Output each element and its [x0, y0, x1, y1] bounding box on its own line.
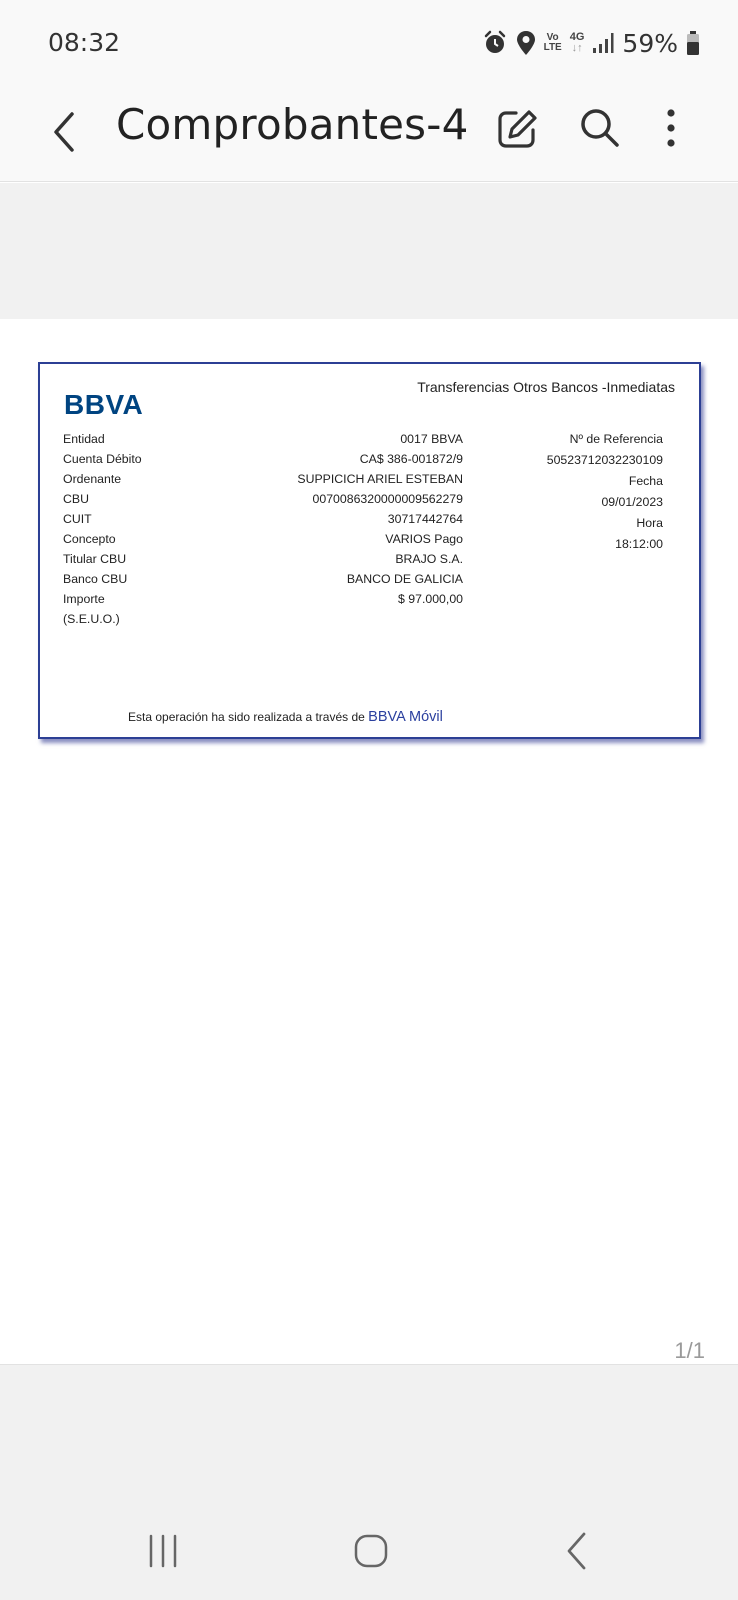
- receipt-row: [63, 452, 463, 472]
- row-value: BANCO DE GALICIA: [346, 572, 463, 586]
- reference-label: Nº de Referencia: [569, 432, 663, 446]
- search-button[interactable]: [578, 106, 622, 150]
- row-label: Concepto: [63, 532, 116, 546]
- receipt-row: [63, 532, 463, 552]
- receipt-document: [38, 362, 701, 739]
- home-icon: [354, 1533, 388, 1569]
- receipt-row: [63, 512, 463, 532]
- back-chevron-icon: [44, 104, 84, 160]
- row-label: Importe: [63, 592, 105, 606]
- row-label: CBU: [63, 492, 89, 506]
- page-indicator: 1/1: [674, 1338, 705, 1363]
- viewer-top-band: [0, 183, 738, 319]
- battery-icon: [686, 30, 700, 56]
- alarm-icon: [482, 30, 508, 56]
- network-arrows-text: ↓↑: [571, 42, 583, 54]
- row-value: CA$ 386-001872/9: [359, 452, 463, 466]
- receipt-row: [63, 552, 463, 572]
- row-value: 0017 BBVA: [400, 432, 463, 446]
- location-icon: [516, 30, 536, 56]
- row-value: $ 97.000,00: [398, 592, 463, 606]
- receipt-title: Transferencias Otros Bancos -Inmediatas: [417, 379, 675, 395]
- date-label: Fecha: [628, 474, 663, 488]
- receipt-rows: [63, 432, 463, 632]
- row-label: (S.E.U.O.): [63, 612, 120, 626]
- app-bar: [0, 86, 738, 182]
- receipt-row: [63, 612, 463, 632]
- row-label: Titular CBU: [63, 552, 127, 566]
- receipt-row: [63, 492, 463, 512]
- back-button[interactable]: [44, 104, 84, 160]
- volte-icon: [544, 33, 562, 53]
- more-options-button[interactable]: [656, 106, 686, 152]
- battery-percent: 59%: [622, 28, 678, 58]
- row-label: Cuenta Débito: [63, 452, 142, 466]
- recent-apps-icon: [146, 1533, 180, 1569]
- row-label: Banco CBU: [63, 572, 128, 586]
- edit-icon: [496, 108, 538, 150]
- row-value: BRAJO S.A.: [395, 552, 463, 566]
- receipt-row: [63, 472, 463, 492]
- row-label: Ordenante: [63, 472, 122, 486]
- footer-text: Esta operación ha sido realizada a través de: [128, 710, 365, 724]
- search-icon: [578, 106, 622, 150]
- edit-button[interactable]: [496, 108, 538, 150]
- back-icon: [564, 1530, 590, 1572]
- recent-apps-button[interactable]: [146, 1533, 180, 1569]
- row-value: VARIOS Pago: [385, 532, 463, 546]
- status-time: 08:32: [48, 28, 121, 57]
- row-label: CUIT: [63, 512, 92, 526]
- volte-bottom-text: LTE: [543, 42, 562, 53]
- bbva-logo: [64, 390, 148, 421]
- row-value: 0070086320000009562279: [312, 492, 463, 506]
- page-title: Comprobantes-4: [116, 100, 469, 149]
- receipt-meta: [547, 432, 663, 558]
- nav-back-button[interactable]: [564, 1530, 590, 1572]
- receipt-row: [63, 592, 463, 612]
- more-vertical-icon: [656, 106, 686, 152]
- network-4g-icon: [570, 32, 585, 54]
- receipt-row: [63, 572, 463, 592]
- row-value: 30717442764: [387, 512, 463, 526]
- status-icons: [482, 26, 700, 60]
- time-value: 18:12:00: [615, 537, 663, 551]
- footer-brand: BBVA Móvil: [368, 709, 443, 725]
- volte-top-text: Vo: [546, 32, 559, 43]
- row-value: SUPPICICH ARIEL ESTEBAN: [297, 472, 463, 486]
- home-button[interactable]: [354, 1533, 388, 1569]
- receipt-footer: [128, 709, 443, 725]
- status-bar: [0, 0, 738, 86]
- reference-value: 50523712032230109: [546, 453, 663, 467]
- date-value: 09/01/2023: [601, 495, 663, 509]
- signal-icon: [592, 32, 614, 54]
- bbva-logo-text: BBVA: [64, 390, 144, 416]
- receipt-row: [63, 432, 463, 452]
- row-label: Entidad: [63, 432, 105, 446]
- network-4g-text: 4G: [569, 31, 585, 43]
- time-label: Hora: [636, 516, 663, 530]
